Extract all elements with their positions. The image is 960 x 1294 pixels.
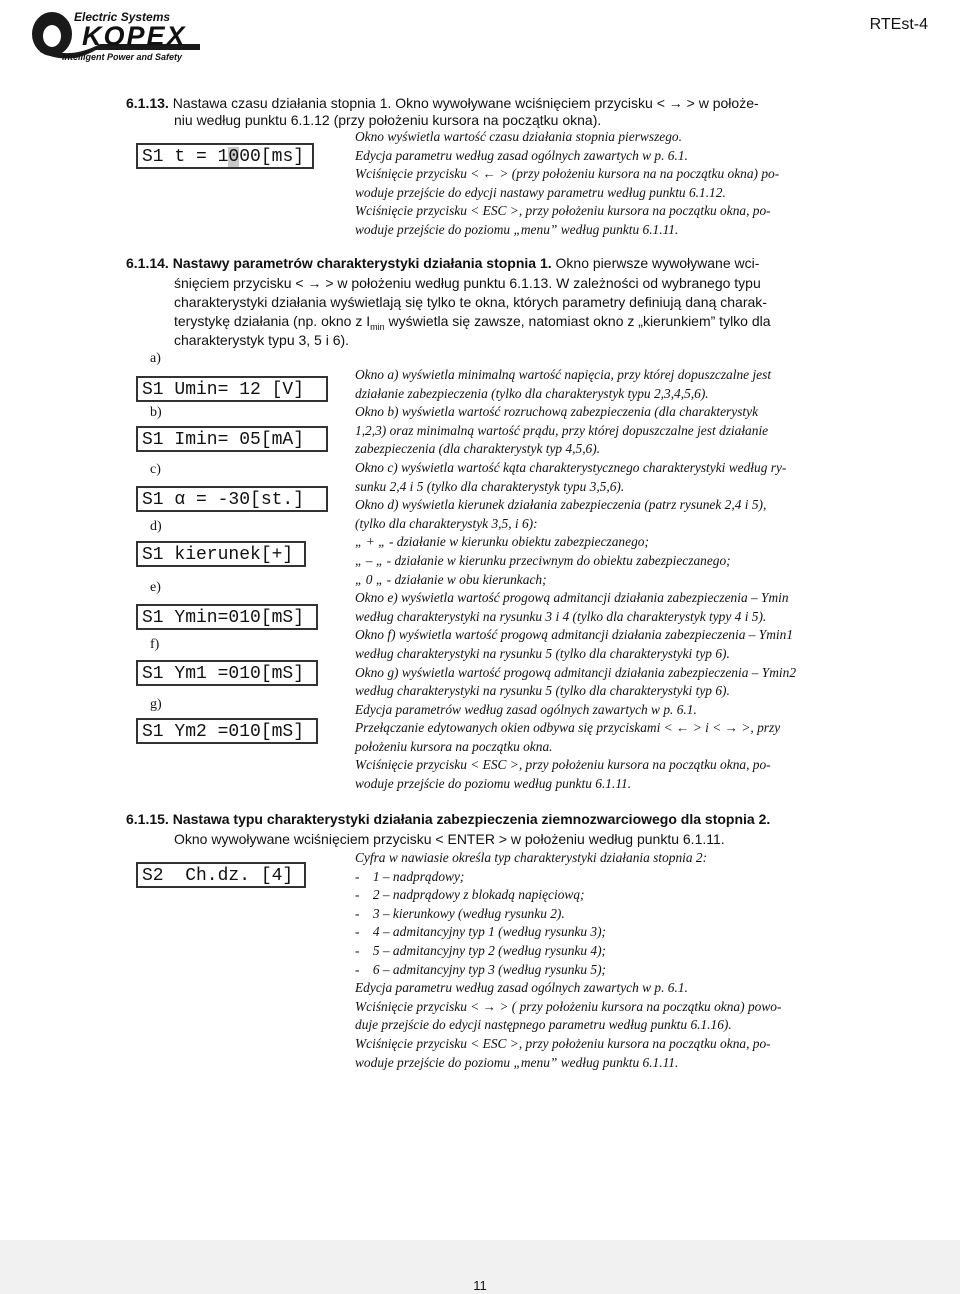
section-6114-line4: terystykę działania (np. okno z $I_{min}$ wyświetla się zawsze, natomiast okno z „kierunkiem” tylko dla <box>174 313 771 332</box>
desc-line: woduje przejście do edycji nastawy parametru według punktu 6.1.12. <box>355 184 726 200</box>
kopex-logo <box>30 8 205 64</box>
window-f-label: f) <box>150 637 160 652</box>
section-6115-line2: Okno wywoływane wciśnięciem przycisku < ENTER > w położeniu według punktu 6.1.11. <box>174 831 725 847</box>
section-6113-line1: Nastawa czasu działania stopnia 1. Okno wywoływane wciśnięciem przycisku < → > w położe- <box>172 95 759 111</box>
desc-line: woduje przejście do poziomu „menu” według punktu 6.1.11. <box>355 221 679 237</box>
desc-list-item: - 1 – nadprądowy; <box>355 868 465 884</box>
section-6115-number: 6.1.15. <box>126 811 169 827</box>
desc-list-item: - 4 – admitancyjny typ 1 (według rysunku 3); <box>355 924 607 940</box>
page-number: 11 <box>473 1278 487 1293</box>
brand-name: KOPEX <box>82 21 187 51</box>
desc-line: duje przejście do edycji następnego parametru według punktu 6.1.16). <box>355 1017 732 1033</box>
desc-line: zabezpieczenia (dla charakterystyk typ 4,5,6). <box>355 441 601 457</box>
desc-line: Wciśnięcie przycisku < ← > (przy położeniu kursora na na początku okna) po- <box>355 166 780 182</box>
desc-line: według charakterystyki na rysunku 5 (tylko dla charakterystyki typ 6). <box>355 645 730 661</box>
section-6114-number: 6.1.14. <box>126 255 169 271</box>
desc-line: woduje przejście do poziomu według punktu 6.1.11. <box>355 776 632 792</box>
window-d-label: d) <box>150 519 162 534</box>
desc-list-item: - 6 – admitancyjny typ 3 (według rysunku 5); <box>355 961 607 977</box>
desc-line: (tylko dla charakterystyk 3,5, i 6): <box>355 515 538 531</box>
section-6114-line1: Okno pierwsze wywoływane wci- <box>555 255 760 271</box>
desc-line: „ 0 „ - działanie w obu kierunkach; <box>355 571 547 587</box>
lcd-window-s2-char: S2 Ch.dz. [4] <box>136 862 306 888</box>
brand-tagline: Intelligent Power and Safety <box>62 52 183 62</box>
desc-line: położeniu kursora na początku okna. <box>355 738 553 754</box>
section-6114-heading <box>126 254 759 272</box>
section-6113-number: 6.1.13. <box>126 95 169 111</box>
section-6114-description <box>355 366 796 794</box>
desc-line: Okno wyświetla wartość czasu działania stopnia pierwszego. <box>355 129 682 144</box>
desc-line: woduje przejście do poziomu „menu” według punktu 6.1.11. <box>355 1054 679 1070</box>
desc-list-item: - 3 – kierunkowy (według rysunku 2). <box>355 905 565 921</box>
desc-line: sunku 2,4 i 5 (tylko dla charakterystyk typu 3,5,6). <box>355 478 625 494</box>
desc-line: działanie zabezpieczenia (tylko dla charakterystyk typu 2,3,4,5,6). <box>355 385 709 401</box>
desc-line: Wciśnięcie przycisku < ESC >, przy położeniu kursora na początku okna, po- <box>355 757 771 773</box>
section-6114-line3: charakterystyki działania wyświetlają się tylko te okna, których parametry definiują daną charak- <box>174 294 767 310</box>
window-e-label: e) <box>150 580 161 595</box>
window-c-label: c) <box>150 462 161 477</box>
desc-line: Okno g) wyświetla wartość progową admitancji działania zabezpieczenia – Ymin2 <box>355 664 797 680</box>
window-b-label: b) <box>150 405 162 420</box>
desc-line: Wciśnięcie przycisku < ESC >, przy położeniu kursora na początku okna, po- <box>355 1035 771 1051</box>
section-6115-title: Nastawa typu charakterystyki działania zabezpieczenia ziemnozwarciowego dla stopnia 2. <box>172 811 771 827</box>
desc-line: „ – „ - działanie w kierunku przeciwnym do obiektu zabezpieczanego; <box>355 552 731 568</box>
lcd-window-alpha: S1 α = -30[st.] <box>136 486 328 512</box>
section-6115-description <box>355 849 781 1072</box>
lcd-window-umin: S1 Umin= 12 [V] <box>136 376 328 402</box>
desc-line: Przełączanie edytowanych okien odbywa się przyciskami < ← > i < → >, przy <box>355 720 781 736</box>
desc-list-item: - 5 – admitancyjny typ 2 (według rysunku 4); <box>355 942 607 958</box>
window-a-label: a) <box>150 351 161 366</box>
desc-line: Okno d) wyświetla kierunek działania zabezpieczenia (patrz rysunek 2,4 i 5), <box>355 497 767 513</box>
desc-line: Okno f) wyświetla wartość progową admitancji działania zabezpieczenia – Ymin1 <box>355 627 794 643</box>
lcd-window-s1-time: S1 t = 1000[ms] <box>136 143 314 169</box>
desc-line: Okno e) wyświetla wartość progową admitancji działania zabezpieczenia – Ymin <box>355 590 789 606</box>
desc-line: według charakterystyki na rysunku 5 (tylko dla charakterystyki typ 6). <box>355 683 730 699</box>
section-6114-line5: charakterystyk typu 3, 5 i 6). <box>174 332 350 348</box>
desc-line: Okno c) wyświetla wartość kąta charakterystycznego charakterystyki według ry- <box>355 459 787 475</box>
lcd-window-ym1: S1 Ym1 =010[mS] <box>136 660 318 686</box>
desc-list-item: - 2 – nadprądowy z blokadą napięciową; <box>355 887 585 903</box>
window-g-label: g) <box>150 697 162 712</box>
section-6114-title: Nastawy parametrów charakterystyki działania stopnia 1. <box>172 255 552 271</box>
lcd-window-ym2: S1 Ym2 =010[mS] <box>136 718 318 744</box>
desc-line: Okno b) wyświetla wartość rozruchową zabezpieczenia (dla charakterystyk <box>355 404 759 420</box>
brand-top: Electric Systems <box>74 10 171 24</box>
section-6113-line2: niu według punktu 6.1.12 (przy położeniu kursora na początku okna). <box>174 112 602 128</box>
lcd-window-ymin: S1 Ymin=010[mS] <box>136 604 318 630</box>
lcd-cursor: 0 <box>228 147 240 167</box>
section-6115-heading <box>126 810 770 828</box>
desc-line: według charakterystyki na rysunku 3 i 4 (tylko dla charakterystyk typy 4 i 5). <box>355 608 767 624</box>
desc-line: Wciśnięcie przycisku < ESC >, przy położeniu kursora na początku okna, po- <box>355 203 771 219</box>
section-6113-heading <box>126 94 759 112</box>
desc-line: 1,2,3) oraz minimalną wartość prądu, przy której dopuszczalne jest działanie <box>355 422 769 438</box>
desc-line: Okno a) wyświetla minimalną wartość napięcia, przy której dopuszczalne jest <box>355 367 772 382</box>
lcd-window-imin: S1 Imin= 05[mA] <box>136 426 328 452</box>
desc-line: „ + „ - działanie w kierunku obiektu zabezpieczanego; <box>355 534 649 550</box>
desc-line: Edycja parametru według zasad ogólnych zawartych w p. 6.1. <box>355 147 688 163</box>
desc-line: Edycja parametrów według zasad ogólnych zawartych w p. 6.1. <box>355 701 697 717</box>
desc-line: Edycja parametru według zasad ogólnych zawartych w p. 6.1. <box>355 980 688 996</box>
desc-line: Wciśnięcie przycisku < → > ( przy położeniu kursora na początku okna) powo- <box>355 998 782 1014</box>
section-6114-line2: śnięciem przycisku < → > w położeniu według punktu 6.1.13. W zależności od wybranego typu <box>174 275 761 291</box>
document-id: RTEst-4 <box>869 16 928 33</box>
section-6113-description <box>355 128 779 240</box>
desc-line: Cyfra w nawiasie określa typ charakterystyki działania stopnia 2: <box>355 850 708 865</box>
lcd-window-kierunek: S1 kierunek[+] <box>136 541 306 567</box>
